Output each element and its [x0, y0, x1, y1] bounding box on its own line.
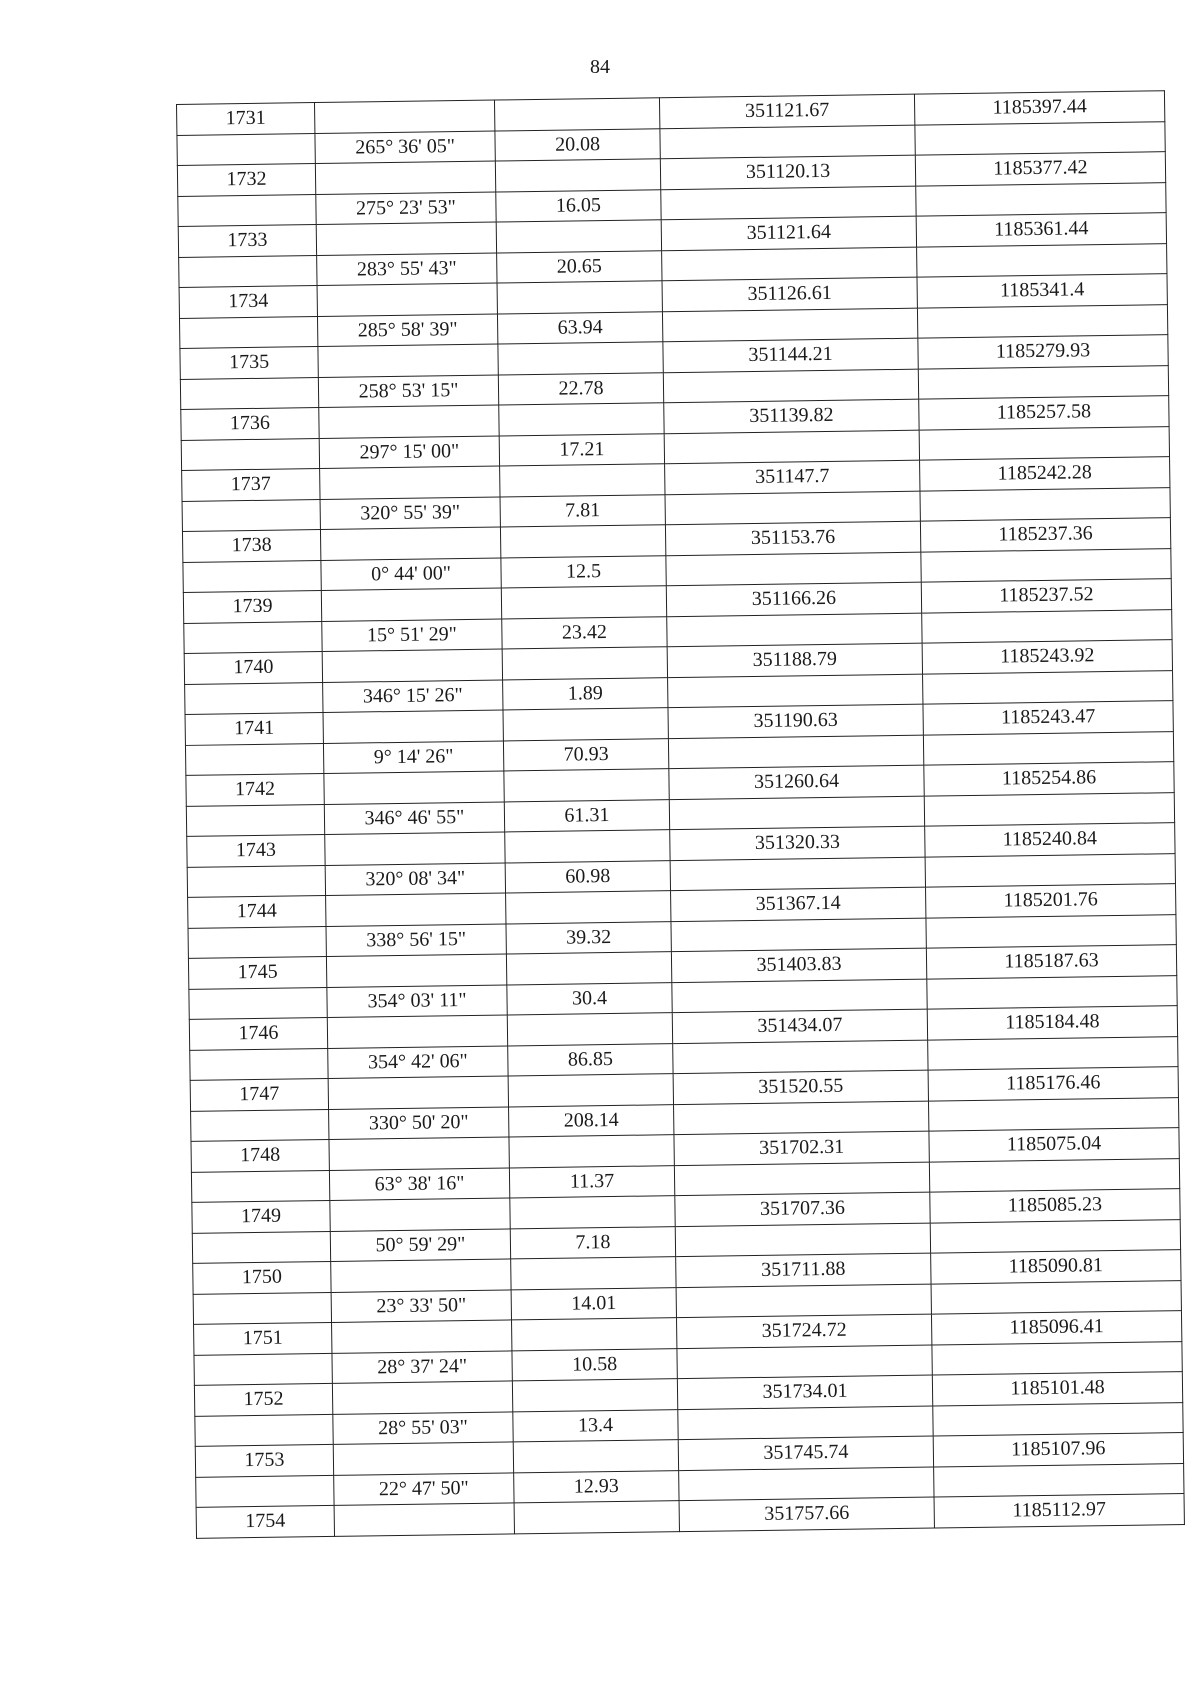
point-number-cell-empty: [187, 865, 325, 897]
bearing-cell-empty: [321, 588, 501, 621]
bearing-cell: 22° 47' 50": [334, 1472, 514, 1505]
northing-cell: 351702.31: [674, 1131, 929, 1165]
easting-cell-empty: [930, 1219, 1180, 1253]
easting-cell-empty: [932, 1341, 1182, 1375]
point-number-cell: 1734: [179, 286, 317, 318]
easting-cell: 1185237.36: [920, 518, 1170, 552]
distance-cell: 10.58: [512, 1348, 677, 1381]
point-number-cell-empty: [191, 1109, 329, 1141]
point-number-cell: 1751: [194, 1322, 332, 1354]
point-number-cell: 1752: [194, 1383, 332, 1415]
northing-cell-empty: [674, 1162, 929, 1196]
bearing-cell-empty: [324, 771, 504, 804]
point-number-cell: 1735: [180, 347, 318, 379]
point-number-cell-empty: [178, 194, 316, 226]
point-number-cell: 1746: [189, 1017, 327, 1049]
point-number-cell-empty: [186, 804, 324, 836]
point-number-cell-empty: [189, 987, 327, 1019]
table-body: [177, 91, 1185, 1538]
northing-cell-empty: [672, 979, 927, 1013]
point-number-cell: 1738: [182, 530, 320, 562]
point-number-cell: 1736: [181, 408, 319, 440]
northing-cell: 351144.21: [663, 338, 918, 372]
bearing-cell-empty: [317, 283, 497, 316]
point-number-cell: 1744: [188, 895, 326, 927]
easting-cell: 1185096.41: [931, 1311, 1181, 1345]
point-number-cell: 1753: [195, 1444, 333, 1476]
easting-cell-empty: [922, 609, 1172, 643]
point-number-cell-empty: [195, 1414, 333, 1446]
point-number-cell-empty: [188, 926, 326, 958]
easting-cell: 1185257.58: [919, 396, 1169, 430]
distance-cell-empty: [505, 830, 670, 863]
northing-cell: 351188.79: [667, 643, 922, 677]
bearing-cell: 346° 15' 26": [323, 679, 503, 712]
distance-cell-empty: [498, 342, 663, 375]
distance-cell-empty: [496, 220, 661, 253]
point-number-cell-empty: [183, 560, 321, 592]
northing-cell: 351734.01: [677, 1375, 932, 1409]
distance-cell: 86.85: [508, 1043, 673, 1076]
distance-cell: 12.93: [514, 1470, 679, 1503]
easting-cell-empty: [934, 1463, 1184, 1497]
easting-cell-empty: [928, 1097, 1178, 1131]
bearing-cell: 15° 51' 29": [322, 619, 502, 652]
bearing-cell-empty: [330, 1198, 510, 1231]
point-number-cell-empty: [196, 1475, 334, 1507]
easting-cell: 1185242.28: [920, 457, 1170, 491]
point-number-cell-empty: [185, 743, 323, 775]
distance-cell: 16.05: [496, 189, 661, 222]
bearing-cell-empty: [326, 893, 506, 926]
northing-cell: 351320.33: [670, 826, 925, 860]
distance-cell: 7.81: [500, 494, 665, 527]
point-number-cell-empty: [181, 438, 319, 470]
distance-cell-empty: [507, 1013, 672, 1046]
distance-cell: 208.14: [509, 1104, 674, 1137]
bearing-cell: 50° 59' 29": [330, 1228, 510, 1261]
distance-cell-empty: [506, 952, 671, 985]
distance-cell: 17.21: [499, 433, 664, 466]
northing-cell: 351190.63: [668, 704, 923, 738]
distance-cell-empty: [510, 1196, 675, 1229]
bearing-cell: 320° 08' 34": [325, 862, 505, 895]
northing-cell-empty: [662, 308, 917, 342]
easting-cell-empty: [916, 182, 1166, 216]
distance-cell-empty: [504, 769, 669, 802]
point-number-cell: 1743: [187, 834, 325, 866]
easting-cell: 1185279.93: [918, 335, 1168, 369]
bearing-cell-empty: [327, 1015, 507, 1048]
bearing-cell: 23° 33' 50": [331, 1289, 511, 1322]
easting-cell: 1185240.84: [925, 823, 1175, 857]
northing-cell: 351403.83: [671, 948, 926, 982]
point-number-cell-empty: [177, 133, 315, 165]
bearing-cell-empty: [315, 161, 495, 194]
distance-cell-empty: [500, 464, 665, 497]
easting-cell: 1185090.81: [931, 1250, 1181, 1284]
distance-cell: 61.31: [504, 799, 669, 832]
point-number-cell: 1740: [184, 652, 322, 684]
easting-cell-empty: [918, 365, 1168, 399]
northing-cell-empty: [668, 674, 923, 708]
northing-cell: 351166.26: [666, 582, 921, 616]
northing-cell-empty: [675, 1223, 930, 1257]
point-number-cell: 1731: [177, 103, 315, 135]
easting-cell: 1185377.42: [915, 152, 1165, 186]
northing-cell: 351711.88: [676, 1253, 931, 1287]
bearing-cell-empty: [332, 1320, 512, 1353]
point-number-cell: 1754: [196, 1505, 334, 1537]
bearing-cell: 63° 38' 16": [329, 1167, 509, 1200]
northing-cell: 351120.13: [660, 155, 915, 189]
bearing-cell-empty: [326, 954, 506, 987]
bearing-cell-empty: [323, 710, 503, 743]
point-number-cell-empty: [184, 621, 322, 653]
bearing-cell: 265° 36' 05": [315, 131, 495, 164]
distance-cell-empty: [501, 586, 666, 619]
bearing-cell: 275° 23' 53": [316, 192, 496, 225]
northing-cell: 351260.64: [669, 765, 924, 799]
distance-cell-empty: [508, 1074, 673, 1107]
easting-cell: 1185243.47: [923, 701, 1173, 735]
distance-cell-empty: [509, 1135, 674, 1168]
easting-cell: 1185397.44: [914, 91, 1164, 125]
northing-cell-empty: [669, 796, 924, 830]
easting-cell-empty: [926, 914, 1176, 948]
easting-cell: 1185176.46: [928, 1067, 1178, 1101]
distance-cell: 14.01: [511, 1287, 676, 1320]
bearing-cell: 28° 37' 24": [332, 1350, 512, 1383]
northing-cell: 351745.74: [678, 1436, 933, 1470]
northing-cell: 351153.76: [665, 521, 920, 555]
point-number-cell-empty: [191, 1170, 329, 1202]
bearing-cell: 338° 56' 15": [326, 923, 506, 956]
point-number-cell: 1733: [178, 225, 316, 257]
bearing-cell-empty: [320, 527, 500, 560]
easting-cell-empty: [923, 670, 1173, 704]
distance-cell-empty: [494, 98, 659, 131]
easting-cell: 1185243.92: [922, 640, 1172, 674]
northing-cell-empty: [671, 918, 926, 952]
bearing-cell-empty: [319, 405, 499, 438]
bearing-cell: 320° 55' 39": [320, 497, 500, 530]
northing-cell-empty: [676, 1284, 931, 1318]
easting-cell-empty: [923, 731, 1173, 765]
easting-cell: 1185254.86: [924, 762, 1174, 796]
easting-cell: 1185112.97: [934, 1494, 1184, 1528]
point-number-cell: 1747: [190, 1078, 328, 1110]
easting-cell-empty: [917, 304, 1167, 338]
point-number-cell-empty: [185, 682, 323, 714]
distance-cell: 7.18: [510, 1226, 675, 1259]
bearing-cell-empty: [318, 344, 498, 377]
distance-cell: 20.65: [497, 250, 662, 283]
northing-cell: 351121.67: [659, 94, 914, 128]
bearing-cell: 330° 50' 20": [329, 1106, 509, 1139]
distance-cell-empty: [497, 281, 662, 314]
northing-cell-empty: [668, 735, 923, 769]
easting-cell: 1185107.96: [933, 1433, 1183, 1467]
bearing-cell-empty: [316, 222, 496, 255]
point-number-cell-empty: [180, 377, 318, 409]
northing-cell: 351139.82: [664, 399, 919, 433]
distance-cell: 12.5: [501, 555, 666, 588]
northing-cell-empty: [660, 125, 915, 159]
page-number: 84: [590, 56, 610, 78]
easting-cell: 1185101.48: [932, 1372, 1182, 1406]
distance-cell-empty: [502, 647, 667, 680]
distance-cell: 13.4: [513, 1409, 678, 1442]
northing-cell-empty: [662, 247, 917, 281]
easting-cell-empty: [929, 1158, 1179, 1192]
point-number-cell-empty: [182, 499, 320, 531]
bearing-cell: 285° 58' 39": [317, 314, 497, 347]
distance-cell-empty: [512, 1318, 677, 1351]
northing-cell-empty: [677, 1345, 932, 1379]
point-number-cell: 1737: [182, 469, 320, 501]
northing-cell-empty: [674, 1101, 929, 1135]
easting-cell-empty: [915, 121, 1165, 155]
point-number-cell-empty: [190, 1048, 328, 1080]
bearing-cell-empty: [320, 466, 500, 499]
traverse-coordinate-table: [176, 90, 1185, 1538]
point-number-cell-empty: [179, 316, 317, 348]
northing-cell: 351724.72: [676, 1314, 931, 1348]
bearing-cell: 0° 44' 00": [321, 558, 501, 591]
northing-cell-empty: [664, 430, 919, 464]
easting-cell: 1185341.4: [917, 274, 1167, 308]
easting-cell: 1185237.52: [921, 579, 1171, 613]
bearing-cell: 283° 55' 43": [317, 253, 497, 286]
easting-cell: 1185085.23: [930, 1189, 1180, 1223]
bearing-cell: 28° 55' 03": [333, 1411, 513, 1444]
easting-cell-empty: [924, 792, 1174, 826]
northing-cell: 351757.66: [679, 1497, 934, 1531]
northing-cell-empty: [665, 491, 920, 525]
northing-cell: 351520.55: [673, 1070, 928, 1104]
bearing-cell-empty: [322, 649, 502, 682]
distance-cell: 60.98: [505, 860, 670, 893]
bearing-cell: 297° 15' 00": [319, 436, 499, 469]
easting-cell-empty: [933, 1402, 1183, 1436]
easting-cell-empty: [925, 853, 1175, 887]
bearing-cell: 354° 42' 06": [328, 1045, 508, 1078]
bearing-cell-empty: [328, 1076, 508, 1109]
easting-cell-empty: [919, 426, 1169, 460]
northing-cell: 351121.64: [661, 216, 916, 250]
point-number-cell: 1742: [186, 774, 324, 806]
bearing-cell: 354° 03' 11": [327, 984, 507, 1017]
northing-cell-empty: [661, 186, 916, 220]
point-number-cell-empty: [194, 1353, 332, 1385]
point-number-cell: 1745: [188, 956, 326, 988]
northing-cell: 351126.61: [662, 277, 917, 311]
distance-cell: 30.4: [507, 982, 672, 1015]
distance-cell-empty: [495, 159, 660, 192]
distance-cell-empty: [514, 1501, 679, 1534]
northing-cell-empty: [670, 857, 925, 891]
distance-cell: 20.08: [495, 128, 660, 161]
northing-cell: 351434.07: [672, 1009, 927, 1043]
distance-cell: 1.89: [503, 677, 668, 710]
distance-cell-empty: [513, 1440, 678, 1473]
point-number-cell-empty: [192, 1231, 330, 1263]
point-number-cell: 1739: [183, 591, 321, 623]
northing-cell-empty: [667, 613, 922, 647]
easting-cell: 1185187.63: [926, 945, 1176, 979]
traverse-table-container: [176, 90, 1184, 1538]
bearing-cell: 258° 53' 15": [318, 375, 498, 408]
easting-cell: 1185201.76: [926, 884, 1176, 918]
distance-cell-empty: [500, 525, 665, 558]
point-number-cell: 1749: [192, 1200, 330, 1232]
easting-cell-empty: [928, 1036, 1178, 1070]
bearing-cell: 9° 14' 26": [323, 740, 503, 773]
distance-cell: 63.94: [497, 311, 662, 344]
point-number-cell: 1732: [177, 164, 315, 196]
northing-cell: 351707.36: [675, 1192, 930, 1226]
distance-cell-empty: [511, 1257, 676, 1290]
northing-cell-empty: [678, 1406, 933, 1440]
bearing-cell-empty: [334, 1503, 514, 1536]
point-number-cell-empty: [193, 1292, 331, 1324]
distance-cell: 39.32: [506, 921, 671, 954]
bearing-cell: 346° 46' 55": [324, 801, 504, 834]
distance-cell-empty: [503, 708, 668, 741]
easting-cell: 1185184.48: [927, 1006, 1177, 1040]
northing-cell: 351147.7: [665, 460, 920, 494]
distance-cell: 11.37: [509, 1165, 674, 1198]
distance-cell: 23.42: [502, 616, 667, 649]
distance-cell-empty: [499, 403, 664, 436]
point-number-cell: 1750: [193, 1261, 331, 1293]
easting-cell: 1185075.04: [929, 1128, 1179, 1162]
bearing-cell-empty: [325, 832, 505, 865]
distance-cell: 22.78: [498, 372, 663, 405]
easting-cell-empty: [920, 487, 1170, 521]
bearing-cell-empty: [329, 1137, 509, 1170]
easting-cell-empty: [917, 243, 1167, 277]
point-number-cell: 1748: [191, 1139, 329, 1171]
easting-cell-empty: [921, 548, 1171, 582]
distance-cell-empty: [512, 1379, 677, 1412]
distance-cell-empty: [506, 891, 671, 924]
northing-cell-empty: [673, 1040, 928, 1074]
easting-cell-empty: [931, 1280, 1181, 1314]
distance-cell: 70.93: [503, 738, 668, 771]
northing-cell-empty: [666, 552, 921, 586]
bearing-cell-empty: [332, 1381, 512, 1414]
point-number-cell-empty: [179, 255, 317, 287]
easting-cell-empty: [927, 975, 1177, 1009]
bearing-cell-empty: [333, 1442, 513, 1475]
bearing-cell-empty: [331, 1259, 511, 1292]
northing-cell-empty: [663, 369, 918, 403]
bearing-cell-empty: [314, 100, 494, 133]
northing-cell-empty: [679, 1467, 934, 1501]
point-number-cell: 1741: [185, 713, 323, 745]
easting-cell: 1185361.44: [916, 213, 1166, 247]
northing-cell: 351367.14: [671, 887, 926, 921]
